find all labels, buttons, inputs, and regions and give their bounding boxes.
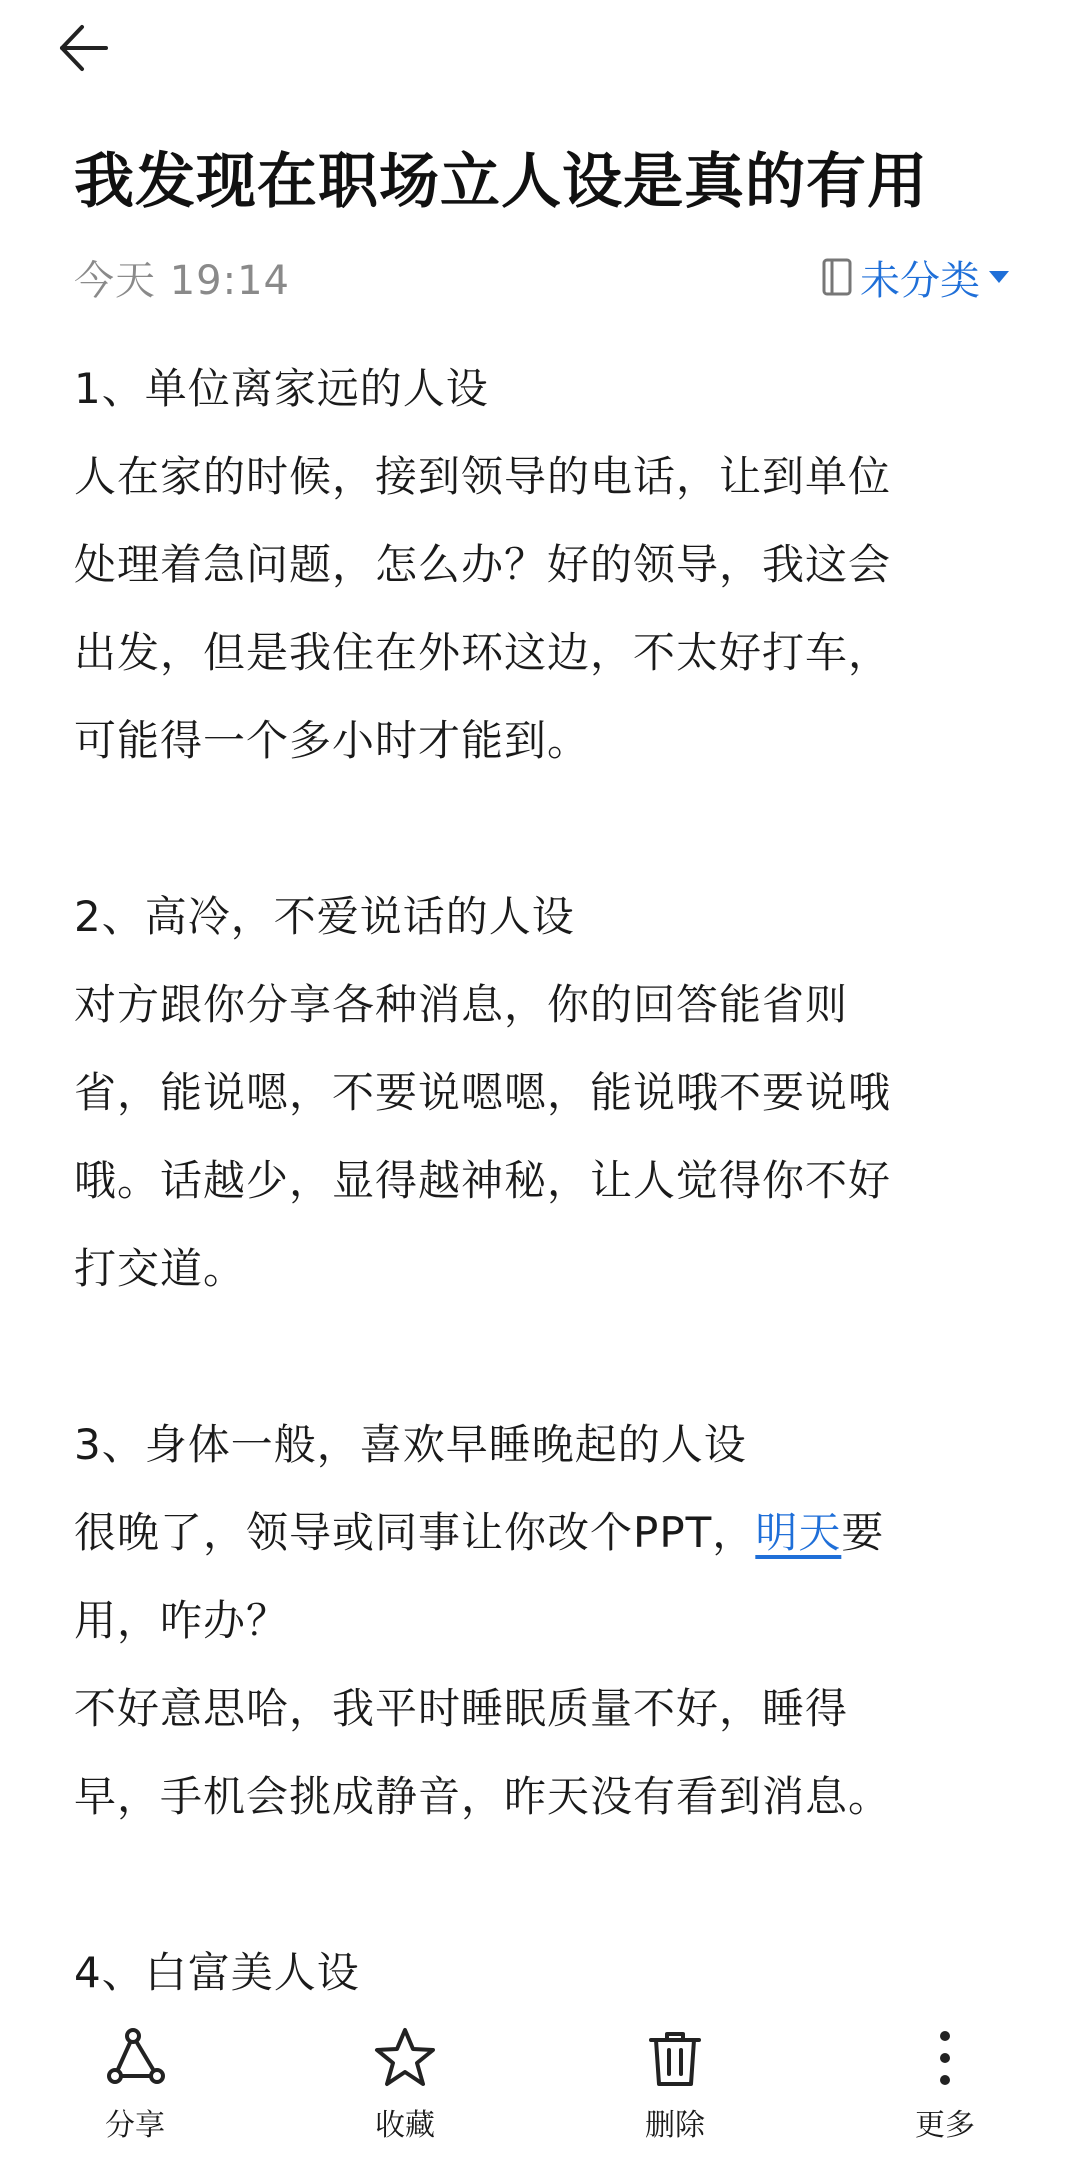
section-heading: 2、高冷，不爱说话的人设: [74, 892, 575, 941]
body-line: 用，咋办？: [74, 1596, 290, 1645]
delete-button[interactable]: [540, 2010, 810, 2162]
share-label: 分享: [105, 2108, 165, 2143]
body-line: 早，手机会挑成静音，昨天没有看到消息。: [74, 1772, 892, 1821]
body-line: 打交道。: [74, 1244, 247, 1293]
delete-label: 删除: [645, 2108, 705, 2143]
body-line: 对方跟你分享各种消息，你的回答能省则: [74, 980, 849, 1029]
body-line: [74, 1489, 1024, 1577]
section-heading: 1、单位离家远的人设: [74, 364, 489, 413]
page-title: 我发现在职场立人设是真的有用: [74, 147, 928, 217]
body-text: 很晚了，领导或同事让你改个PPT，: [74, 1508, 756, 1557]
body-line: 省，能说嗯，不要说嗯嗯，能说哦不要说哦: [74, 1068, 892, 1117]
body-line: 不好意思哈，我平时睡眠质量不好，睡得: [74, 1684, 849, 1733]
more-vertical-icon: [913, 2026, 977, 2090]
triangle-down-icon: [988, 269, 1010, 285]
favorite-label: 收藏: [375, 2108, 435, 2143]
more-button[interactable]: [810, 2010, 1080, 2162]
category-selector[interactable]: [822, 249, 1010, 306]
notebook-icon: [822, 258, 852, 296]
note-body: [74, 345, 1024, 2017]
note-meta: [74, 248, 1010, 306]
bottom-toolbar: [0, 2010, 1080, 2162]
body-line: 可能得一个多小时才能到。: [74, 716, 591, 765]
category-label: 未分类: [860, 257, 980, 304]
arrow-left-icon: [58, 22, 110, 74]
body-text: 要: [841, 1508, 885, 1557]
favorite-button[interactable]: [270, 2010, 540, 2162]
star-icon: [373, 2026, 437, 2090]
paragraph-spacer: [74, 785, 1024, 873]
body-line: 人在家的时候，接到领导的电话，让到单位: [74, 452, 892, 501]
section-heading: 3、身体一般，喜欢早睡晚起的人设: [74, 1420, 747, 1469]
paragraph-spacer: [74, 1841, 1024, 1929]
body-line: 哦。话越少，显得越神秘，让人觉得你不好: [74, 1156, 892, 1205]
back-button[interactable]: [58, 8, 148, 88]
share-button[interactable]: [0, 2010, 270, 2162]
body-line: 处理着急问题，怎么办？好的领导，我这会: [74, 540, 892, 589]
paragraph-spacer: [74, 1313, 1024, 1401]
section-heading: 4、白富美人设: [74, 1948, 360, 1997]
date-link[interactable]: 明天: [755, 1508, 842, 1557]
more-label: 更多: [915, 2108, 975, 2143]
share-icon: [103, 2026, 167, 2090]
note-timestamp: 今天 19:14: [74, 257, 290, 304]
trash-icon: [643, 2026, 707, 2090]
body-line: 出发，但是我住在外环这边，不太好打车，: [74, 628, 892, 677]
